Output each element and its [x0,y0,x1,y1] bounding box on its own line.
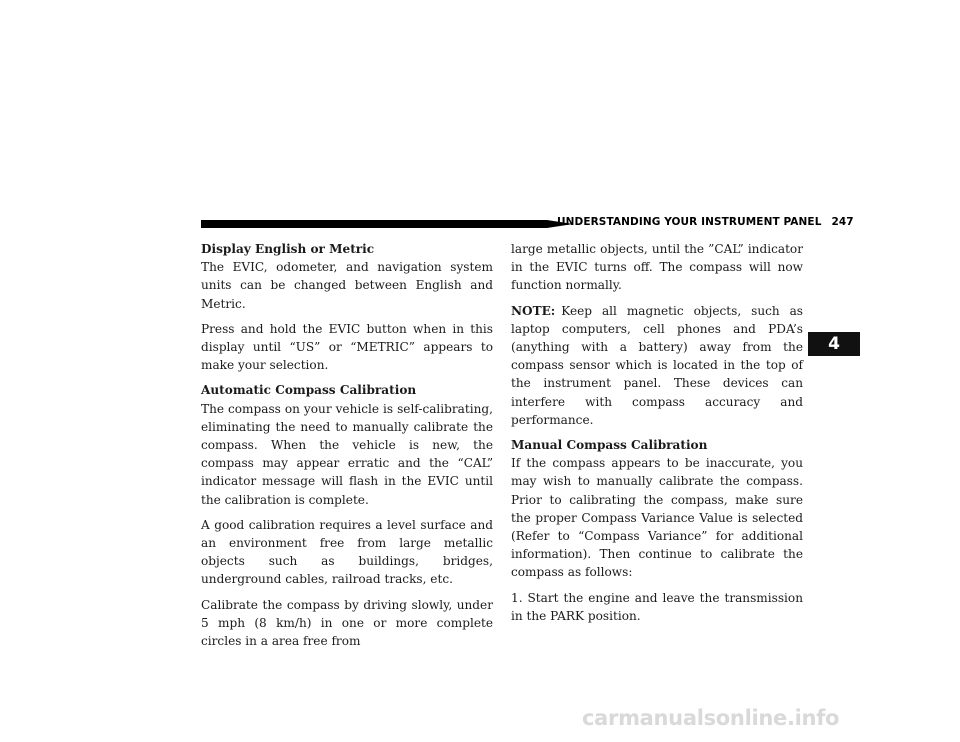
header-rule [201,220,547,228]
section-heading-manual-calibration: Manual Compass Calibration [511,438,708,453]
paragraph: 1. Start the engine and leave the transmission in the PARK position. [511,590,803,623]
page-number: 247 [831,216,854,228]
section-heading-auto-calibration: Automatic Compass Calibration [201,383,417,398]
running-header [557,216,854,228]
paragraph: If the compass appears to be inaccurate, you may wish to manually calibrate the compass. Prior to calibrating the compass, make sure the proper Compass Variance Value is selected (Refer to “Compass Variance” for additional information). Then continue to calibrate the compass as follows: [511,456,803,580]
paragraph: A good calibration requires a level surface and an environment free from large metallic objects such as buildings, bridges, underground cables, railroad tracks, etc. [201,517,493,587]
header-title: UNDERSTANDING YOUR INSTRUMENT PANEL [557,216,822,228]
left-column [201,240,493,657]
section-heading-display-units: Display English or Metric [201,242,375,256]
watermark-link[interactable]: carmanualsonline.info [582,706,840,730]
note-paragraph [511,302,803,429]
chapter-tab: 4 [808,332,860,356]
paragraph: Press and hold the EVIC button when in this display until “US” or “METRIC” appears to make your selection. [201,321,493,373]
right-column [511,240,803,632]
paragraph: The EVIC, odometer, and navigation system units can be changed between English and Metric. [201,260,493,311]
paragraph: The compass on your vehicle is self-calibrating, eliminating the need to manually calibrate the compass. When the vehicle is new, the compass may appear erratic and the “CAL” indicator message will flash in the EVIC until the calibration is complete. [201,401,493,507]
note-label: NOTE: [511,303,556,318]
note-text: Keep all magnetic objects, such as laptop computers, cell phones and PDA’s (anything with a battery) away from the compass sensor which is located in the top of the instrument panel. These devices can interfere with compass accuracy and performance. [511,303,803,427]
paragraph: large metallic objects, until the ”CAL” indicator in the EVIC turns off. The compass will now function normally. [511,242,803,293]
paragraph: Calibrate the compass by driving slowly, under 5 mph (8 km/h) in one or more complete circles in a area free from [201,597,493,649]
